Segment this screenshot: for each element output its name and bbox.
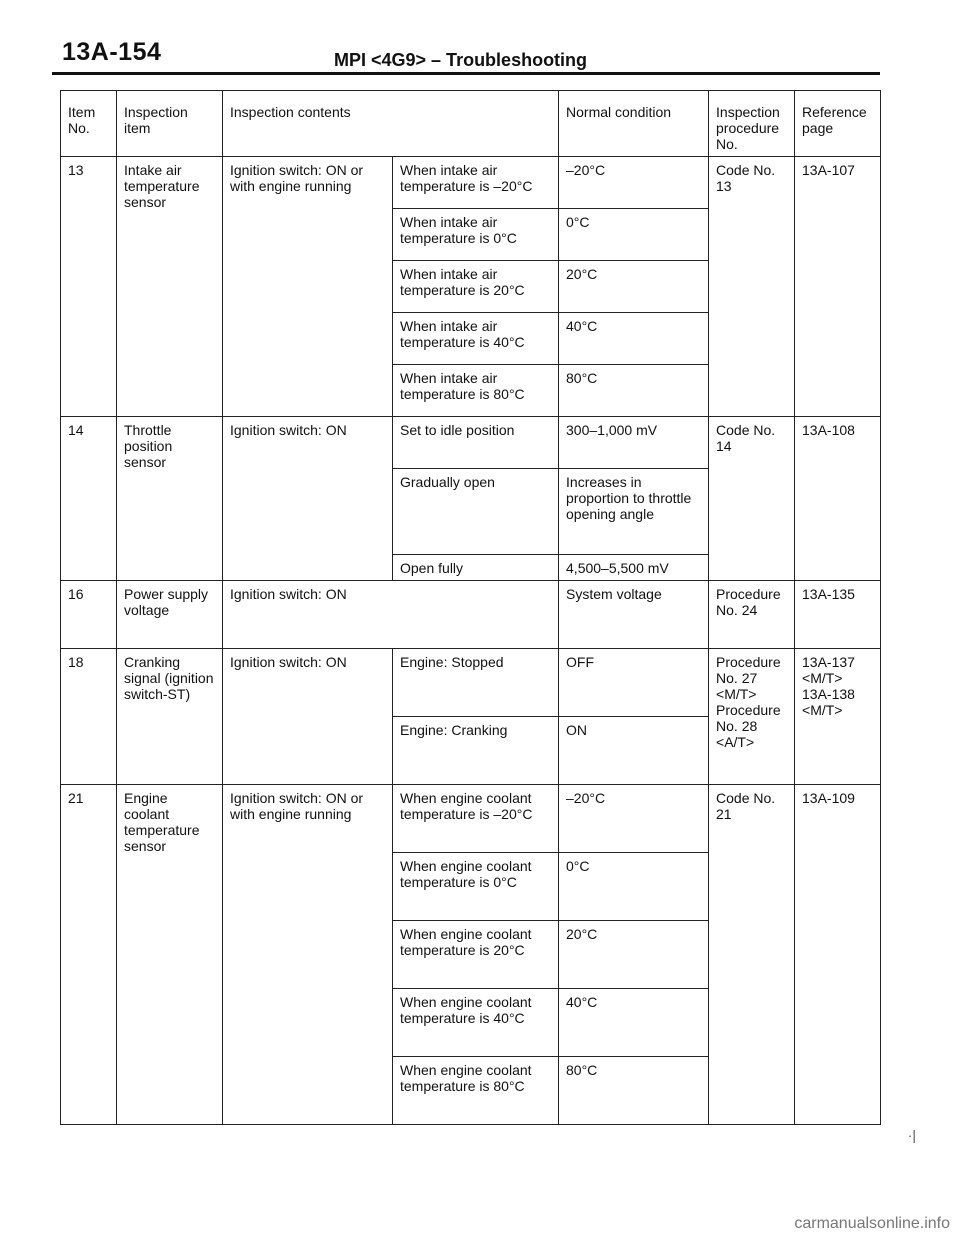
item-no: 21 <box>61 785 117 1125</box>
procedure: Code No. 14 <box>709 417 795 581</box>
normal-condition: –20°C <box>559 785 709 853</box>
inspection-condition: Ignition switch: ON or with engine running <box>223 785 393 1125</box>
normal-condition: Increases in proportion to throttle opening angle <box>559 469 709 555</box>
sub-condition: When intake air temperature is 0°C <box>393 209 559 261</box>
inspection-item: Intake air temperature sensor <box>117 157 223 417</box>
normal-condition: –20°C <box>559 157 709 209</box>
col-header-item-no: Item No. <box>61 91 117 157</box>
normal-condition: 4,500–5,500 mV <box>559 555 709 581</box>
normal-condition: 0°C <box>559 209 709 261</box>
sub-condition: When engine coolant temperature is 20°C <box>393 921 559 989</box>
col-header-procedure: Inspection procedure No. <box>709 91 795 157</box>
procedure: Procedure No. 24 <box>709 581 795 649</box>
sub-condition: Open fully <box>393 555 559 581</box>
normal-condition: 20°C <box>559 261 709 313</box>
page-number: 13A-154 <box>62 38 162 66</box>
procedure: Code No. 13 <box>709 157 795 417</box>
watermark: carmanualsonline.info <box>794 1215 950 1232</box>
table-row <box>61 581 881 649</box>
table-header-row <box>61 91 881 157</box>
sub-condition: When intake air temperature is 40°C <box>393 313 559 365</box>
procedure: Procedure No. 27 <M/T> Procedure No. 28 <A/T> <box>709 649 795 785</box>
normal-condition: 300–1,000 mV <box>559 417 709 469</box>
inspection-condition: Ignition switch: ON or with engine running <box>223 157 393 417</box>
sub-condition: Engine: Stopped <box>393 649 559 717</box>
header-rule <box>52 72 880 75</box>
normal-condition: 0°C <box>559 853 709 921</box>
sub-condition: Gradually open <box>393 469 559 555</box>
item-no: 14 <box>61 417 117 581</box>
inspection-item: Cranking signal (ignition switch-ST) <box>117 649 223 785</box>
inspection-condition: Ignition switch: ON <box>223 649 393 785</box>
col-header-inspection-contents: Inspection contents <box>223 91 559 157</box>
normal-condition: System voltage <box>559 581 709 649</box>
inspection-condition: Ignition switch: ON <box>223 581 559 649</box>
item-no: 18 <box>61 649 117 785</box>
item-no: 13 <box>61 157 117 417</box>
table-row <box>61 417 881 469</box>
procedure: Code No. 21 <box>709 785 795 1125</box>
inspection-item: Power supply voltage <box>117 581 223 649</box>
sub-condition: Engine: Cranking <box>393 717 559 785</box>
inspection-item: Engine coolant temperature sensor <box>117 785 223 1125</box>
page-corner-mark: ·| <box>907 1127 916 1143</box>
reference-page: 13A-108 <box>795 417 881 581</box>
sub-condition: Set to idle position <box>393 417 559 469</box>
page-title: MPI <4G9> – Troubleshooting <box>334 50 588 70</box>
table-row <box>61 157 881 209</box>
normal-condition: ON <box>559 717 709 785</box>
normal-condition: 20°C <box>559 921 709 989</box>
reference-page: 13A-107 <box>795 157 881 417</box>
item-no: 16 <box>61 581 117 649</box>
sub-condition: When engine coolant temperature is 80°C <box>393 1057 559 1125</box>
col-header-inspection-item: Inspection item <box>117 91 223 157</box>
table-row <box>61 649 881 717</box>
inspection-condition: Ignition switch: ON <box>223 417 393 581</box>
sub-condition: When intake air temperature is 20°C <box>393 261 559 313</box>
sub-condition: When engine coolant temperature is 40°C <box>393 989 559 1057</box>
reference-page: 13A-135 <box>795 581 881 649</box>
normal-condition: 40°C <box>559 313 709 365</box>
sub-condition: When intake air temperature is 80°C <box>393 365 559 417</box>
sub-condition: When engine coolant temperature is 0°C <box>393 853 559 921</box>
sub-condition: When engine coolant temperature is –20°C <box>393 785 559 853</box>
reference-page: 13A-137 <M/T> 13A-138 <M/T> <box>795 649 881 785</box>
normal-condition: OFF <box>559 649 709 717</box>
sub-condition: When intake air temperature is –20°C <box>393 157 559 209</box>
col-header-reference: Reference page <box>795 91 881 157</box>
table-row <box>61 785 881 853</box>
normal-condition: 40°C <box>559 989 709 1057</box>
normal-condition: 80°C <box>559 365 709 417</box>
inspection-table <box>60 90 881 1125</box>
reference-page: 13A-109 <box>795 785 881 1125</box>
normal-condition: 80°C <box>559 1057 709 1125</box>
col-header-normal-condition: Normal condition <box>559 91 709 157</box>
inspection-item: Throttle position sensor <box>117 417 223 581</box>
